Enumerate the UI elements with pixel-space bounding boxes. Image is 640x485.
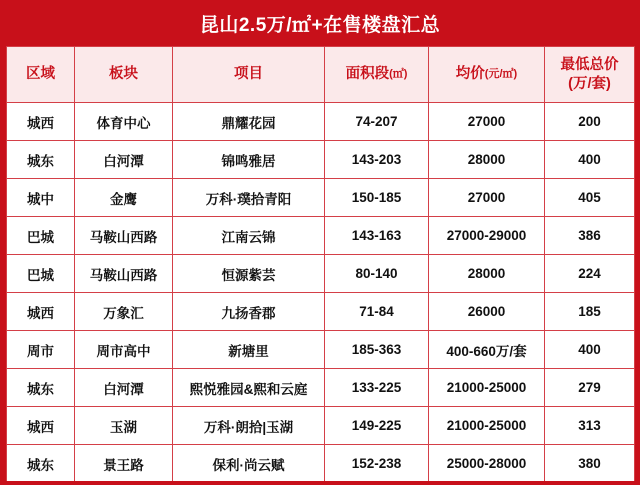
cell-total: 279 [545, 369, 635, 407]
cell-total: 200 [545, 103, 635, 141]
cell-total: 400 [545, 141, 635, 179]
cell-plate: 马鞍山西路 [75, 217, 173, 255]
cell-project: 锦鸣雅居 [173, 141, 325, 179]
table-row [7, 217, 635, 255]
cell-area: 城西 [7, 103, 75, 141]
cell-size: 143-163 [325, 217, 429, 255]
cell-plate: 白河潭 [75, 369, 173, 407]
cell-plate: 万象汇 [75, 293, 173, 331]
table-row [7, 179, 635, 217]
listings-table [6, 46, 635, 483]
cell-project: 保利·尚云赋 [173, 445, 325, 483]
table-row [7, 141, 635, 179]
column-header-size: 面积段(㎡) [325, 47, 429, 103]
column-header-price: 均价(元/㎡) [429, 47, 545, 103]
cell-plate: 景王路 [75, 445, 173, 483]
cell-plate: 白河潭 [75, 141, 173, 179]
cell-total: 400 [545, 331, 635, 369]
cell-plate: 玉湖 [75, 407, 173, 445]
cell-price: 28000 [429, 255, 545, 293]
cell-size: 80-140 [325, 255, 429, 293]
cell-size: 133-225 [325, 369, 429, 407]
cell-total: 224 [545, 255, 635, 293]
cell-price: 26000 [429, 293, 545, 331]
cell-total: 313 [545, 407, 635, 445]
table-body [7, 103, 635, 483]
column-header-total: 最低总价 (万/套) [545, 47, 635, 103]
column-header-plate: 板块 [75, 47, 173, 103]
cell-total: 380 [545, 445, 635, 483]
cell-area: 城西 [7, 293, 75, 331]
cell-total: 386 [545, 217, 635, 255]
cell-price: 27000-29000 [429, 217, 545, 255]
table-header [7, 47, 635, 103]
cell-plate: 金鹰 [75, 179, 173, 217]
table-row [7, 255, 635, 293]
cell-size: 149-225 [325, 407, 429, 445]
table-row [7, 407, 635, 445]
cell-area: 城中 [7, 179, 75, 217]
cell-project: 万科·璞拾青阳 [173, 179, 325, 217]
title-bar [0, 0, 640, 46]
cell-area: 城东 [7, 141, 75, 179]
table-row [7, 445, 635, 483]
cell-size: 150-185 [325, 179, 429, 217]
cell-area: 城东 [7, 369, 75, 407]
cell-plate: 体育中心 [75, 103, 173, 141]
column-header-project: 项目 [173, 47, 325, 103]
cell-area: 城西 [7, 407, 75, 445]
cell-price: 28000 [429, 141, 545, 179]
cell-plate: 马鞍山西路 [75, 255, 173, 293]
cell-project: 新塘里 [173, 331, 325, 369]
cell-project: 熙悦雅园&熙和云庭 [173, 369, 325, 407]
cell-area: 巴城 [7, 217, 75, 255]
cell-area: 巴城 [7, 255, 75, 293]
bottom-edge-bar [0, 481, 640, 485]
cell-project: 鼎耀花园 [173, 103, 325, 141]
cell-total: 185 [545, 293, 635, 331]
cell-size: 71-84 [325, 293, 429, 331]
table-row [7, 369, 635, 407]
cell-project: 万科·朗拾|玉湖 [173, 407, 325, 445]
cell-size: 185-363 [325, 331, 429, 369]
cell-size: 74-207 [325, 103, 429, 141]
table-row [7, 331, 635, 369]
cell-project: 恒源紫芸 [173, 255, 325, 293]
page-title: 昆山2.5万/㎡+在售楼盘汇总 [199, 14, 441, 36]
cell-project: 九扬香郡 [173, 293, 325, 331]
cell-price: 27000 [429, 179, 545, 217]
cell-area: 周市 [7, 331, 75, 369]
cell-size: 143-203 [325, 141, 429, 179]
cell-plate: 周市高中 [75, 331, 173, 369]
column-header-area: 区域 [7, 47, 75, 103]
cell-area: 城东 [7, 445, 75, 483]
cell-price: 21000-25000 [429, 407, 545, 445]
cell-size: 152-238 [325, 445, 429, 483]
table-row [7, 293, 635, 331]
cell-price: 27000 [429, 103, 545, 141]
cell-price: 21000-25000 [429, 369, 545, 407]
cell-total: 405 [545, 179, 635, 217]
table-header-row [7, 47, 635, 103]
table-row [7, 103, 635, 141]
cell-price: 400-660万/套 [429, 331, 545, 369]
cell-price: 25000-28000 [429, 445, 545, 483]
cell-project: 江南云锦 [173, 217, 325, 255]
